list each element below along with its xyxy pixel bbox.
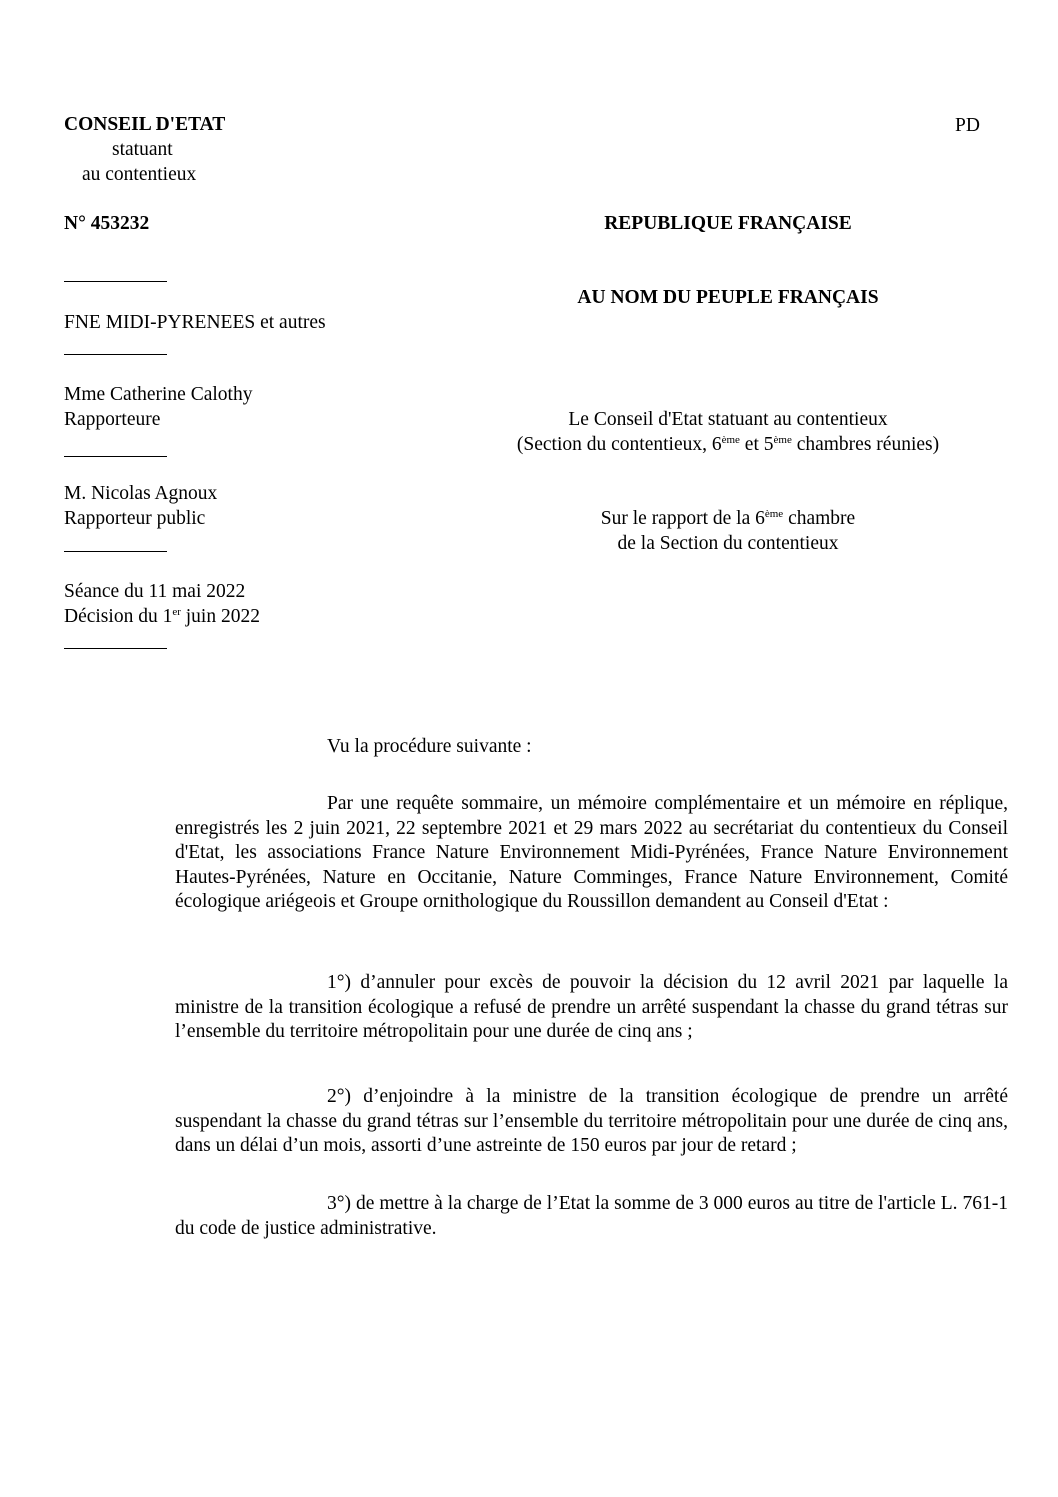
rapporteur-role: Rapporteure [64, 409, 161, 430]
decision-date: Décision du 1er juin 2022 [64, 606, 260, 627]
divider [64, 648, 167, 649]
divider [64, 456, 167, 457]
paragraph-point-2: 2°) d’enjoindre à la ministre de la transition écologique de prendre un arrêté suspendant la chasse du grand tétras sur l’ensemble du territoire métropolitain pour une durée de cinq ans, dans un délai d’un mois, assorti d’une astreinte de 150 euros par jour de retard ; [175, 1086, 1008, 1156]
divider [64, 281, 167, 282]
section-line: (Section du contentieux, 6ème et 5ème chambres réunies) [516, 434, 940, 455]
initials: PD [955, 115, 980, 136]
parties: FNE MIDI-PYRENEES et autres [64, 312, 326, 333]
republic-heading: REPUBLIQUE FRANÇAISE [604, 213, 852, 234]
paragraph-request: Par une requête sommaire, un mémoire complémentaire et un mémoire en réplique, enregistrés les 2 juin 2021, 22 septembre 2021 et 29 mars 2022 au secrétariat du contentieux du Conseil d'Etat, les associations France Nature Environnement Midi-Pyrénées, France Nature Environnement Hautes-Pyrénées, Nature en Occitanie, Nature Comminges, France Nature Environnement, Comité écologique ariégeois et Groupe ornithologique du Roussillon demandent au Conseil d'Etat : [175, 793, 1008, 912]
report-line1: Sur le rapport de la 6ème chambre [600, 508, 856, 529]
court-name: CONSEIL D'ETAT [64, 114, 226, 135]
paragraph-point-3: 3°) de mettre à la charge de l’Etat la somme de 3 000 euros au titre de l'article L. 761-1 du code de justice administrative. [175, 1193, 1008, 1239]
procedure-intro: Vu la procédure suivante : [327, 736, 532, 757]
report-line2: de la Section du contentieux [617, 533, 839, 554]
hearing-date: Séance du 11 mai 2022 [64, 581, 246, 602]
court-subtitle-line2: au contentieux [82, 164, 197, 185]
case-number: N° 453232 [64, 213, 150, 234]
paragraph-point-1: 1°) d’annuler pour excès de pouvoir la décision du 12 avril 2021 par laquelle la ministre de la transition écologique a refusé de prendre un arrêté suspendant la chasse du grand tétras sur l’ensemble du territoire métropolitain pour une durée de cinq ans ; [175, 972, 1008, 1042]
public-rapporteur-role: Rapporteur public [64, 508, 206, 529]
court-subtitle-line1: statuant [112, 139, 173, 160]
divider [64, 354, 167, 355]
rapporteur-name: Mme Catherine Calothy [64, 384, 253, 405]
court-statement: Le Conseil d'Etat statuant au contentieux [568, 409, 888, 430]
public-rapporteur-name: M. Nicolas Agnoux [64, 483, 218, 504]
people-heading: AU NOM DU PEUPLE FRANÇAIS [577, 287, 879, 308]
divider [64, 551, 167, 552]
